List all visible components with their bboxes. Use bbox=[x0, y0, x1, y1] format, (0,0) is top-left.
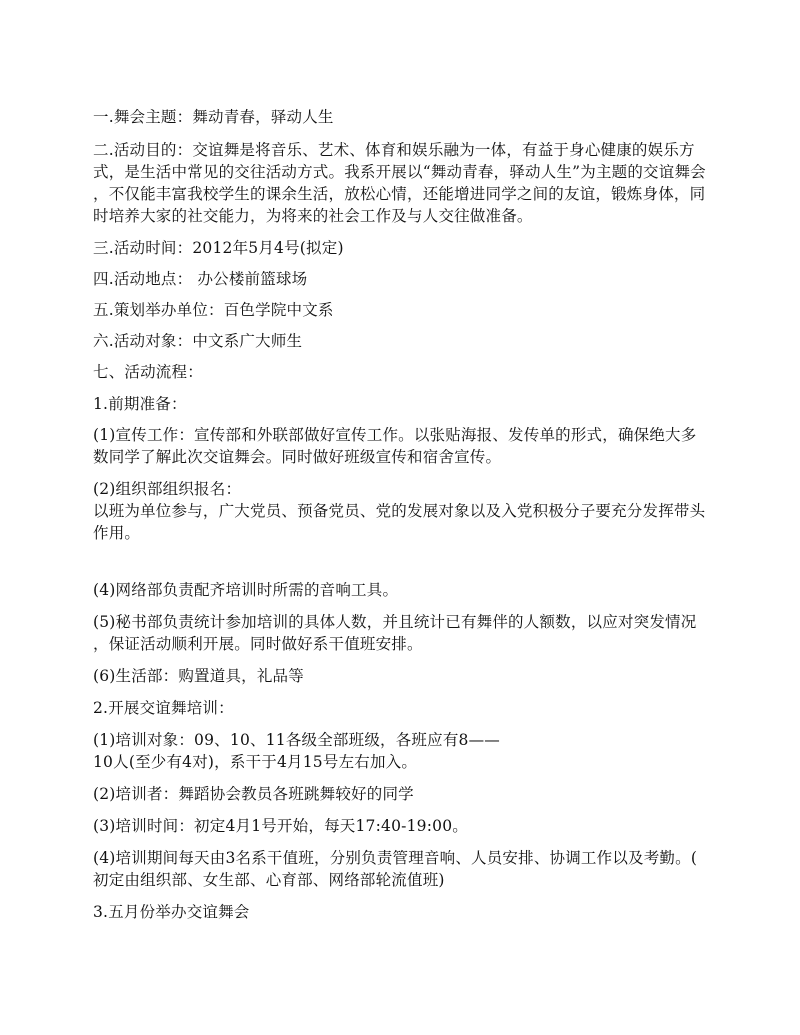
item-publicity-line-2: 数同学了解此次交谊舞会。同时做好班级宣传和宿舍宣传。 bbox=[93, 448, 502, 466]
heading-location: 四.活动地点： 办公楼前篮球场 bbox=[93, 270, 308, 288]
heading-organizer: 五.策划举办单位：百色学院中文系 bbox=[93, 301, 334, 319]
item-publicity-line-1: (1)宣传工作：宣传部和外联部做好宣传工作。以张贴海报、发传单的形式，确保绝大多 bbox=[93, 426, 697, 444]
heading-theme: 一.舞会主题：舞动青春，驿动人生 bbox=[93, 108, 334, 126]
section-training: 2.开展交谊舞培训： bbox=[93, 699, 234, 717]
item-duty-line-2: 初定由组织部、女生部、心育部、网络部轮流值班) bbox=[93, 871, 445, 889]
item-life-dept: (6)生活部：购置道具，礼品等 bbox=[93, 667, 304, 685]
item-training-target-line-2: 10人(至少有4对)，系干于4月15号左右加入。 bbox=[93, 753, 418, 771]
paragraph-purpose-line-3: ，不仅能丰富我校学生的课余生活，放松心情，还能增进同学之间的友谊，锻炼身体，同 bbox=[93, 185, 706, 203]
item-training-time: (3)培训时间：初定4月1号开始，每天17:40-19:00。 bbox=[93, 817, 468, 835]
item-trainer: (2)培训者：舞蹈协会教员各班跳舞较好的同学 bbox=[93, 785, 414, 803]
item-registration-line-1: 以班为单位参与，广大党员、预备党员、党的发展对象以及入党积极分子要充分发挥带头 bbox=[93, 502, 706, 520]
item-training-target-line-1: (1)培训对象：09、10、11各级全部班级，各班应有8—— bbox=[93, 731, 500, 749]
item-secretary-line-2: ，保证活动顺利开展。同时做好系干值班安排。 bbox=[93, 635, 423, 653]
section-may-dance: 3.五月份举办交谊舞会 bbox=[93, 903, 250, 921]
item-network-dept: (4)网络部负责配齐培训时所需的音响工具。 bbox=[93, 581, 399, 599]
paragraph-purpose-line-4: 时培养大家的社交能力，为将来的社会工作及与人交往做准备。 bbox=[93, 207, 533, 225]
heading-audience: 六.活动对象：中文系广大师生 bbox=[93, 332, 303, 350]
heading-process: 七、活动流程： bbox=[93, 363, 203, 381]
item-secretary-line-1: (5)秘书部负责统计参加培训的具体人数，并且统计已有舞伴的人额数，以应对突发情况 bbox=[93, 613, 697, 631]
heading-time: 三.活动时间：2012年5月4号(拟定) bbox=[93, 239, 344, 257]
item-duty-line-1: (4)培训期间每天由3名系干值班，分别负责管理音响、人员安排、协调工作以及考勤。( bbox=[93, 849, 698, 867]
item-registration-title: (2)组织部组织报名： bbox=[93, 480, 242, 498]
paragraph-purpose-line-1: 二.活动目的：交谊舞是将音乐、艺术、体育和娱乐融为一体，有益于身心健康的娱乐方 bbox=[93, 141, 695, 159]
item-registration-line-2: 作用。 bbox=[93, 524, 141, 542]
section-preparation: 1.前期准备： bbox=[93, 395, 187, 413]
paragraph-purpose-line-2: 式，是生活中常见的交往活动方式。我系开展以“舞动青春，驿动人生”为主题的交谊舞会 bbox=[93, 163, 706, 181]
